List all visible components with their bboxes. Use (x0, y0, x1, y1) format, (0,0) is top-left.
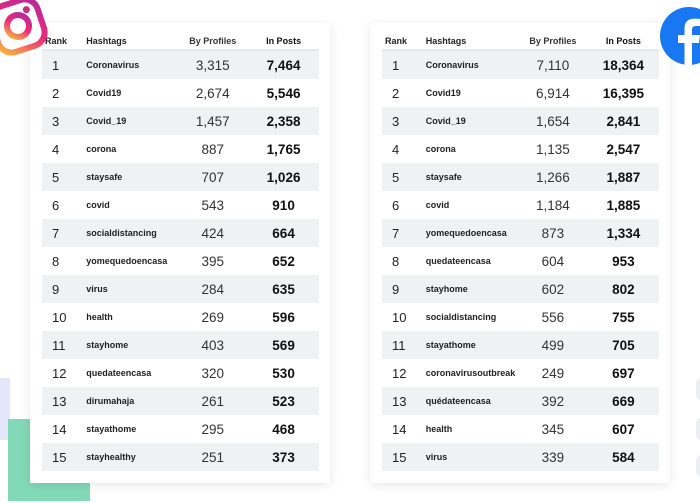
in-posts-cell: 16,395 (602, 85, 645, 101)
by-profiles-cell: 2,674 (195, 85, 230, 101)
by-profiles-cell: 295 (201, 421, 224, 437)
column-header-in-posts: In Posts (588, 33, 659, 50)
rank-cell: 7 (382, 219, 426, 247)
by-profiles-cell: 556 (541, 309, 565, 325)
in-posts-cell: 7,464 (248, 50, 319, 79)
rank-cell: 11 (42, 331, 86, 359)
by-profiles-cell: 7,110 (518, 50, 588, 79)
hashtag-cell: covid (86, 200, 110, 210)
in-posts-cell: 468 (272, 421, 295, 437)
in-posts-cell: 523 (248, 387, 319, 415)
column-header-hashtags: Hashtags (426, 33, 518, 50)
rank-cell: 14 (392, 421, 407, 437)
rank-cell: 10 (392, 309, 407, 325)
by-profiles-cell: 403 (177, 331, 248, 359)
table-row (382, 275, 659, 303)
hashtag-cell: stayhealthy (86, 443, 177, 471)
by-profiles-cell: 887 (201, 141, 224, 157)
column-header-by-profiles: By Profiles (177, 33, 248, 50)
in-posts-cell: 584 (588, 443, 659, 471)
by-profiles-cell: 543 (201, 197, 224, 213)
hashtag-cell: corona (86, 144, 117, 154)
by-profiles-cell: 1,184 (536, 197, 570, 213)
rank-cell: 6 (392, 197, 400, 213)
in-posts-cell: 18,364 (588, 50, 659, 79)
hashtag-cell: Coronavirus (426, 50, 518, 79)
hashtag-cell: Covid_19 (426, 107, 518, 135)
by-profiles-cell: 499 (518, 331, 588, 359)
by-profiles-cell: 1,135 (536, 141, 570, 157)
right-decor-pill (696, 378, 700, 400)
by-profiles-cell: 1,457 (177, 107, 248, 135)
table-header-row (42, 33, 319, 50)
in-posts-cell: 652 (272, 253, 295, 269)
table-row (382, 415, 659, 443)
right-decor-pill (696, 455, 700, 477)
hashtag-cell: coronavirusoutbreak (425, 368, 516, 378)
in-posts-cell: 1,026 (248, 163, 319, 191)
in-posts-cell: 530 (272, 365, 295, 381)
rank-cell: 12 (392, 365, 407, 381)
table-row (42, 191, 319, 219)
hashtag-cell: yomequedoencasa (426, 219, 518, 247)
in-posts-cell: 2,358 (248, 107, 319, 135)
rank-cell: 3 (382, 107, 426, 135)
table-row (42, 107, 319, 135)
hashtag-cell: socialdistancing (86, 219, 177, 247)
by-profiles-cell: 604 (541, 253, 565, 269)
rank-cell: 4 (392, 141, 400, 157)
by-profiles-cell: 269 (201, 309, 224, 325)
by-profiles-cell: 873 (518, 219, 588, 247)
instagram-hashtags-card (30, 23, 330, 483)
instagram-table-body (42, 50, 319, 471)
in-posts-cell: 755 (612, 309, 635, 325)
column-header-hashtags: Hashtags (86, 33, 177, 50)
table-row (42, 359, 319, 387)
hashtag-cell: socialdistancing (425, 312, 497, 322)
rank-cell: 10 (52, 309, 67, 325)
rank-cell: 14 (52, 421, 67, 437)
by-profiles-cell: 6,914 (536, 85, 570, 101)
hashtag-cell: quedateencasa (86, 368, 152, 378)
rank-cell: 8 (392, 253, 400, 269)
table-row (42, 415, 319, 443)
by-profiles-cell: 3,315 (177, 50, 248, 79)
hashtag-cell: virus (86, 275, 177, 303)
by-profiles-cell: 345 (541, 421, 565, 437)
by-profiles-cell: 261 (177, 387, 248, 415)
facebook-table-body (382, 50, 659, 471)
table-row (382, 50, 659, 79)
table-row (42, 163, 319, 191)
rank-cell: 12 (52, 365, 67, 381)
hashtag-cell: quédateencasa (426, 387, 518, 415)
column-header-in-posts: In Posts (248, 33, 319, 50)
in-posts-cell: 373 (248, 443, 319, 471)
hashtag-cell: stayathome (426, 331, 518, 359)
table-row (382, 163, 659, 191)
table-row (382, 135, 659, 163)
by-profiles-cell: 1,266 (518, 163, 588, 191)
table-row (42, 331, 319, 359)
in-posts-cell: 2,841 (588, 107, 659, 135)
hashtag-cell: Coronavirus (86, 50, 177, 79)
column-header-rank: Rank (382, 33, 426, 50)
facebook-hashtags-table (382, 33, 659, 471)
by-profiles-cell: 424 (177, 219, 248, 247)
rank-cell: 1 (382, 50, 426, 79)
hashtag-cell: Covid19 (425, 88, 461, 98)
table-row (382, 331, 659, 359)
table-row (382, 387, 659, 415)
hashtag-cell: yomequedoencasa (86, 256, 168, 266)
in-posts-cell: 1,334 (588, 219, 659, 247)
hashtag-cell: staysafe (86, 163, 177, 191)
hashtag-cell: covid (425, 200, 450, 210)
table-row (42, 387, 319, 415)
rank-cell: 5 (382, 163, 426, 191)
hashtag-cell: corona (425, 144, 456, 154)
in-posts-cell: 802 (588, 275, 659, 303)
right-decor-pill (696, 418, 700, 440)
table-row (382, 79, 659, 107)
table-row (42, 443, 319, 471)
rank-cell: 15 (382, 443, 426, 471)
column-header-by-profiles: By Profiles (518, 33, 588, 50)
hashtag-cell: staysafe (426, 163, 518, 191)
in-posts-cell: 1,885 (606, 197, 641, 213)
rank-cell: 15 (42, 443, 86, 471)
by-profiles-cell: 320 (201, 365, 224, 381)
hashtag-cell: Covid19 (86, 88, 122, 98)
table-header-row (382, 33, 659, 50)
table-row (42, 247, 319, 275)
hashtag-cell: Covid_19 (86, 107, 177, 135)
rank-cell: 9 (42, 275, 86, 303)
rank-cell: 9 (382, 275, 426, 303)
hashtag-cell: health (425, 424, 453, 434)
rank-cell: 4 (52, 141, 60, 157)
by-profiles-cell: 249 (541, 365, 565, 381)
in-posts-cell: 596 (272, 309, 295, 325)
in-posts-cell: 1,765 (266, 141, 301, 157)
table-row (42, 79, 319, 107)
rank-cell: 8 (52, 253, 60, 269)
in-posts-cell: 1,887 (588, 163, 659, 191)
in-posts-cell: 697 (612, 365, 635, 381)
rank-cell: 5 (42, 163, 86, 191)
table-row (42, 303, 319, 331)
in-posts-cell: 664 (248, 219, 319, 247)
by-profiles-cell: 392 (518, 387, 588, 415)
table-row (42, 135, 319, 163)
table-row (382, 303, 659, 331)
rank-cell: 13 (42, 387, 86, 415)
table-row (42, 50, 319, 79)
hashtag-cell: quedateencasa (425, 256, 491, 266)
in-posts-cell: 635 (248, 275, 319, 303)
table-row (382, 247, 659, 275)
table-row (382, 107, 659, 135)
hashtag-cell: dirumahaja (86, 387, 177, 415)
rank-cell: 7 (42, 219, 86, 247)
facebook-logo-icon (660, 7, 700, 65)
table-row (382, 443, 659, 471)
rank-cell: 3 (42, 107, 86, 135)
table-row (382, 359, 659, 387)
by-profiles-cell: 251 (177, 443, 248, 471)
in-posts-cell: 5,546 (266, 85, 301, 101)
rank-cell: 2 (52, 85, 60, 101)
in-posts-cell: 910 (272, 197, 295, 213)
in-posts-cell: 669 (588, 387, 659, 415)
hashtag-cell: stayhome (86, 331, 177, 359)
in-posts-cell: 569 (248, 331, 319, 359)
instagram-logo-icon (0, 0, 50, 58)
rank-cell: 1 (42, 50, 86, 79)
in-posts-cell: 705 (588, 331, 659, 359)
hashtag-cell: health (86, 312, 113, 322)
in-posts-cell: 953 (612, 253, 635, 269)
table-row (382, 191, 659, 219)
by-profiles-cell: 602 (518, 275, 588, 303)
in-posts-cell: 607 (612, 421, 635, 437)
facebook-hashtags-card (370, 23, 670, 483)
rank-cell: 2 (392, 85, 400, 101)
by-profiles-cell: 707 (177, 163, 248, 191)
rank-cell: 11 (382, 331, 426, 359)
by-profiles-cell: 395 (201, 253, 224, 269)
in-posts-cell: 2,547 (606, 141, 641, 157)
hashtag-cell: stayhome (426, 275, 518, 303)
hashtag-cell: virus (426, 443, 518, 471)
by-profiles-cell: 284 (177, 275, 248, 303)
rank-cell: 13 (382, 387, 426, 415)
hashtag-cell: stayathome (86, 424, 137, 434)
by-profiles-cell: 339 (518, 443, 588, 471)
column-header-rank: Rank (42, 33, 86, 50)
instagram-hashtags-table (42, 33, 319, 471)
rank-cell: 6 (52, 197, 60, 213)
table-row (382, 219, 659, 247)
table-row (42, 219, 319, 247)
table-row (42, 275, 319, 303)
by-profiles-cell: 1,654 (518, 107, 588, 135)
